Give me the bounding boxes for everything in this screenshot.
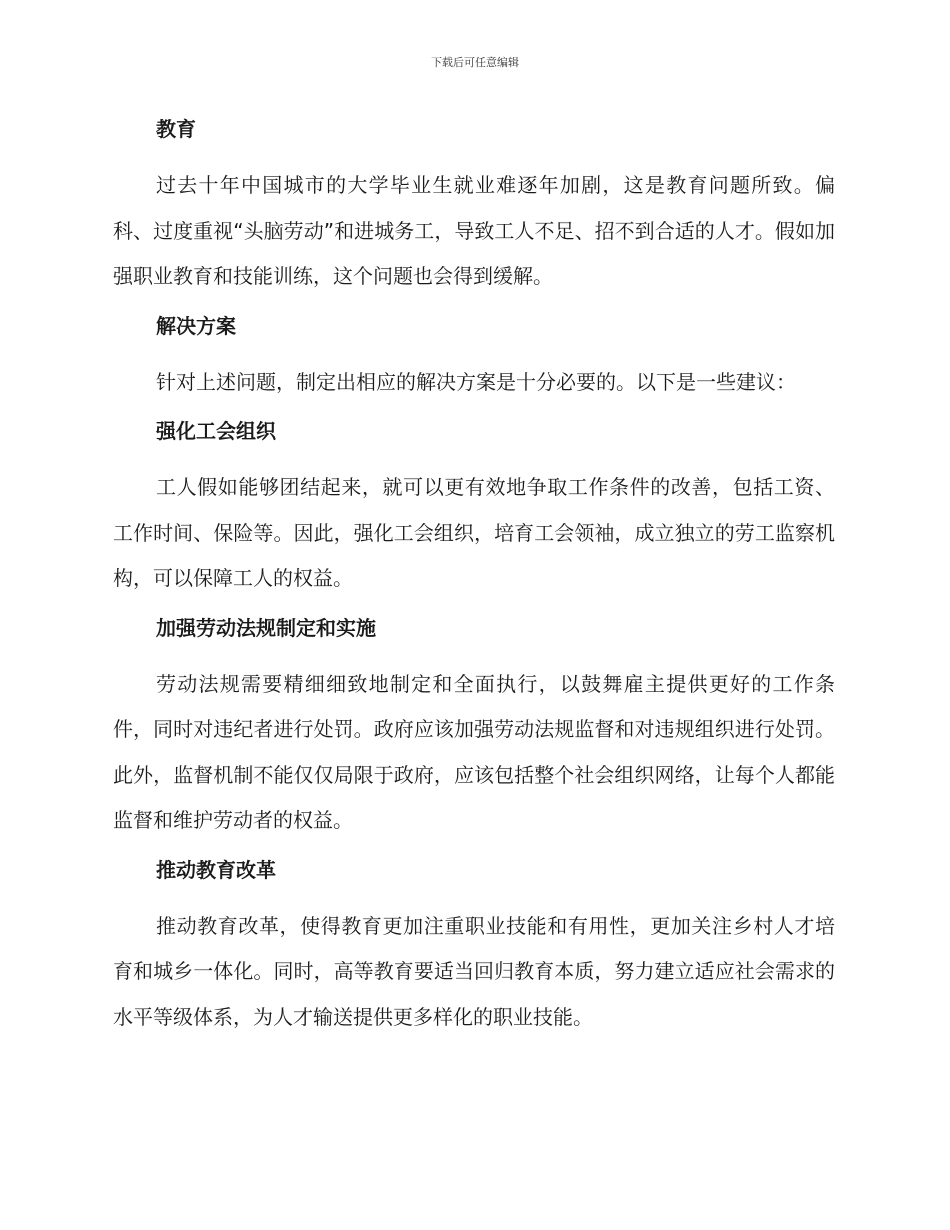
section-education — [113, 113, 835, 300]
section-paragraph: 推动教育改革，使得教育更加注重职业技能和有用性，更加关注乡村人才培育和城乡一体化。同时，高等教育要适当回归教育本质，努力建立适应社会需求的水平等级体系，为人才输送提供更多样化的职业技能。 — [113, 913, 835, 1029]
section-labor-law — [113, 612, 835, 844]
section-education-reform — [113, 854, 835, 1041]
page-header: 下载后可任意编辑 — [431, 56, 519, 69]
section-unions — [113, 415, 835, 602]
section-solutions — [113, 310, 835, 406]
section-heading: 教育 — [156, 117, 196, 141]
section-heading: 强化工会组织 — [156, 419, 276, 443]
section-paragraph: 劳动法规需要精细细致地制定和全面执行，以鼓舞雇主提供更好的工作条件，同时对违纪者进行处罚。政府应该加强劳动法规监督和对违规组织进行处罚。此外，监督机制不能仅仅局限于政府，应该包括整个社会组织网络，让每个人都能监督和维护劳动者的权益。 — [113, 671, 835, 832]
section-paragraph: 过去十年中国城市的大学毕业生就业难逐年加剧，这是教育问题所致。偏科、过度重视“头脑劳动”和进城务工，导致工人不足、招不到合适的人才。假如加强职业教育和技能训练，这个问题也会得到缓解。 — [113, 173, 835, 288]
document-body — [113, 113, 835, 1050]
section-heading: 解决方案 — [156, 313, 236, 338]
section-heading: 推动教育改革 — [156, 857, 276, 882]
section-paragraph: 针对上述问题，制定出相应的解决方案是十分必要的。以下是一些建议： — [156, 369, 796, 394]
section-paragraph: 工人假如能够团结起来，就可以更有效地争取工作条件的改善，包括工资、工作时间、保险等。因此，强化工会组织，培育工会领袖，成立独立的劳工监察机构，可以保障工人的权益。 — [113, 475, 835, 590]
section-heading: 加强劳动法规制定和实施 — [156, 615, 376, 640]
